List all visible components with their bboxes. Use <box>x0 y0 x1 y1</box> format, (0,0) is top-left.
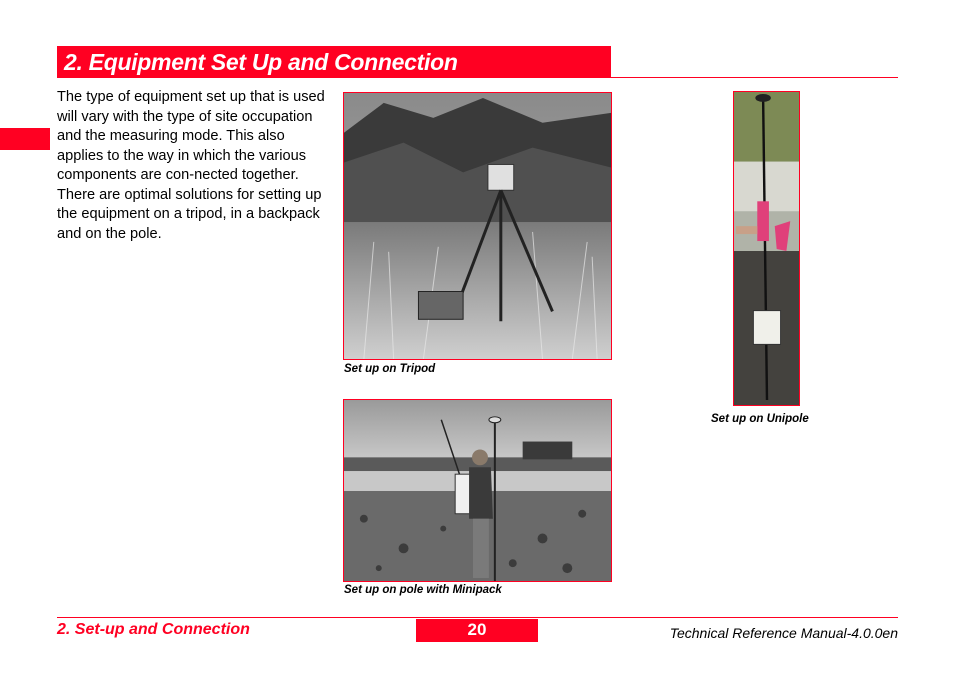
page-title: 2. Equipment Set Up and Connection <box>64 48 458 75</box>
manual-title: Technical Reference Manual-4.0.0en <box>669 625 898 641</box>
minipack-photo <box>343 399 612 582</box>
footer-section-title: 2. Set-up and Connection <box>57 621 250 638</box>
footer-rule <box>57 617 898 618</box>
intro-paragraph: The type of equipment set up that is used will vary with the type of site occupation and the measuring mode. This also applies to the way in which the various components are con-nected together. There are optimal solutions for setting up the equipment on a tripod, in a backpack and on the pole. <box>57 89 325 242</box>
page-number: 20 <box>416 619 538 642</box>
unipole-photo <box>733 91 800 406</box>
tripod-caption: Set up on Tripod <box>344 363 436 375</box>
minipack-caption: Set up on pole with Minipack <box>344 584 502 596</box>
chapter-tab-marker <box>0 128 50 150</box>
unipole-caption: Set up on Unipole <box>711 413 809 425</box>
title-rule <box>611 77 898 78</box>
section-title-bar <box>57 46 611 78</box>
tripod-photo <box>343 92 612 360</box>
